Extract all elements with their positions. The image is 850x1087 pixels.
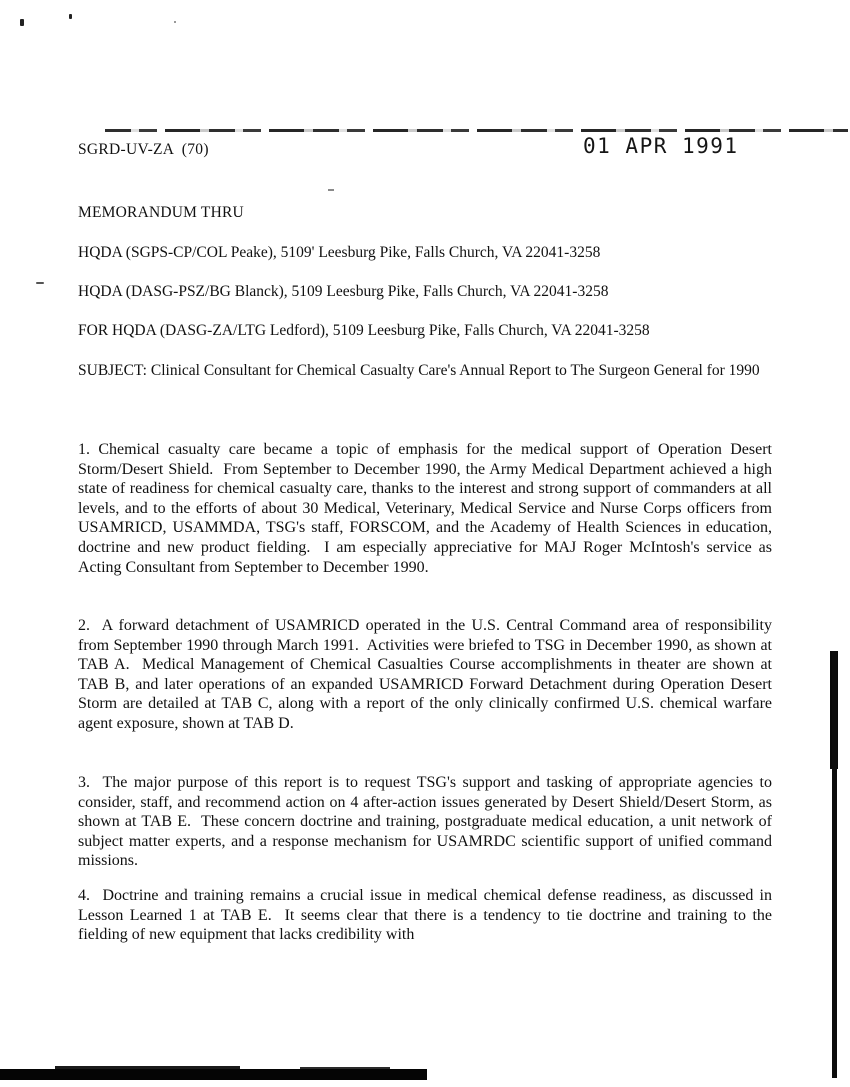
office-symbol: SGRD-UV-ZA (70) bbox=[78, 141, 209, 158]
scan-speck bbox=[328, 189, 334, 191]
for-address-line: FOR HQDA (DASG-ZA/LTG Ledford), 5109 Leesburg Pike, Falls Church, VA 22041-3258 bbox=[78, 322, 650, 339]
scan-speck bbox=[69, 14, 72, 19]
paragraph-2: 2. A forward detachment of USAMRICD operated in the U.S. Central Command area of responsibility from September 1990 through March 1991. Activities were briefed to TSG in December 1990, as shown at TAB A. Medical Management of Chemical Casualties Course accomplishments in theater are shown at TAB B, and later operations of an expanded USAMRICD Forward Detachment during Operation Desert Storm are detailed at TAB C, along with a report of the only clinically confirmed U.S. chemical warfare agent exposure, shown at TAB D. bbox=[78, 617, 776, 732]
scan-speck bbox=[36, 282, 44, 284]
paragraph-3: 3. The major purpose of this report is to request TSG's support and tasking of appropriate agencies to consider, staff, and recommend action on 4 after-action issues generated by Desert Shield/Desert Storm, as shown at TAB E. These concern doctrine and training, postgraduate medical education, a unit network of subject matter experts, and a response mechanism for USAMRDC scientific support of unified command missions. bbox=[78, 774, 776, 870]
torn-edge-dashed-line bbox=[105, 129, 848, 132]
scan-speck bbox=[174, 21, 176, 23]
thru-address-line-2: HQDA (DASG-PSZ/BG Blanck), 5109 Leesburg Pike, Falls Church, VA 22041-3258 bbox=[78, 283, 609, 300]
scan-artifact-right-bar-thin bbox=[832, 651, 837, 1078]
scan-speck bbox=[20, 19, 24, 26]
paragraph-1: 1. Chemical casualty care became a topic of emphasis for the medical support of Operation Desert Storm/Desert Shield. From September to December 1990, the Army Medical Department achieved a high state of readiness for chemical casualty care, thanks to the interest and strong support of commanders at all levels, and to the efforts of about 30 Medical, Veterinary, Medical Service and Nurse Corps officers from USAMRICD, USAMMDA, TSG's staff, FORSCOM, and the Academy of Health Sciences in education, doctrine and new product fielding. I am especially appreciative for MAJ Roger McIntosh's service as Acting Consultant from September to December 1990. bbox=[78, 441, 776, 576]
memo-type-heading: MEMORANDUM THRU bbox=[78, 204, 244, 221]
subject-line: SUBJECT: Clinical Consultant for Chemical Casualty Care's Annual Report to The Surgeon General for 1990 bbox=[78, 362, 760, 379]
thru-address-line-1: HQDA (SGPS-CP/COL Peake), 5109' Leesburg Pike, Falls Church, VA 22041-3258 bbox=[78, 244, 601, 261]
scan-artifact-bottom-bar bbox=[0, 1069, 427, 1080]
paragraph-4: 4. Doctrine and training remains a crucial issue in medical chemical defense readiness, as discussed in Lesson Learned 1 at TAB E. It seems clear that there is a tendency to tie doctrine and training to the fielding of new equipment that lacks credibility with bbox=[78, 887, 776, 944]
date-stamp: 01 APR 1991 bbox=[583, 134, 739, 158]
